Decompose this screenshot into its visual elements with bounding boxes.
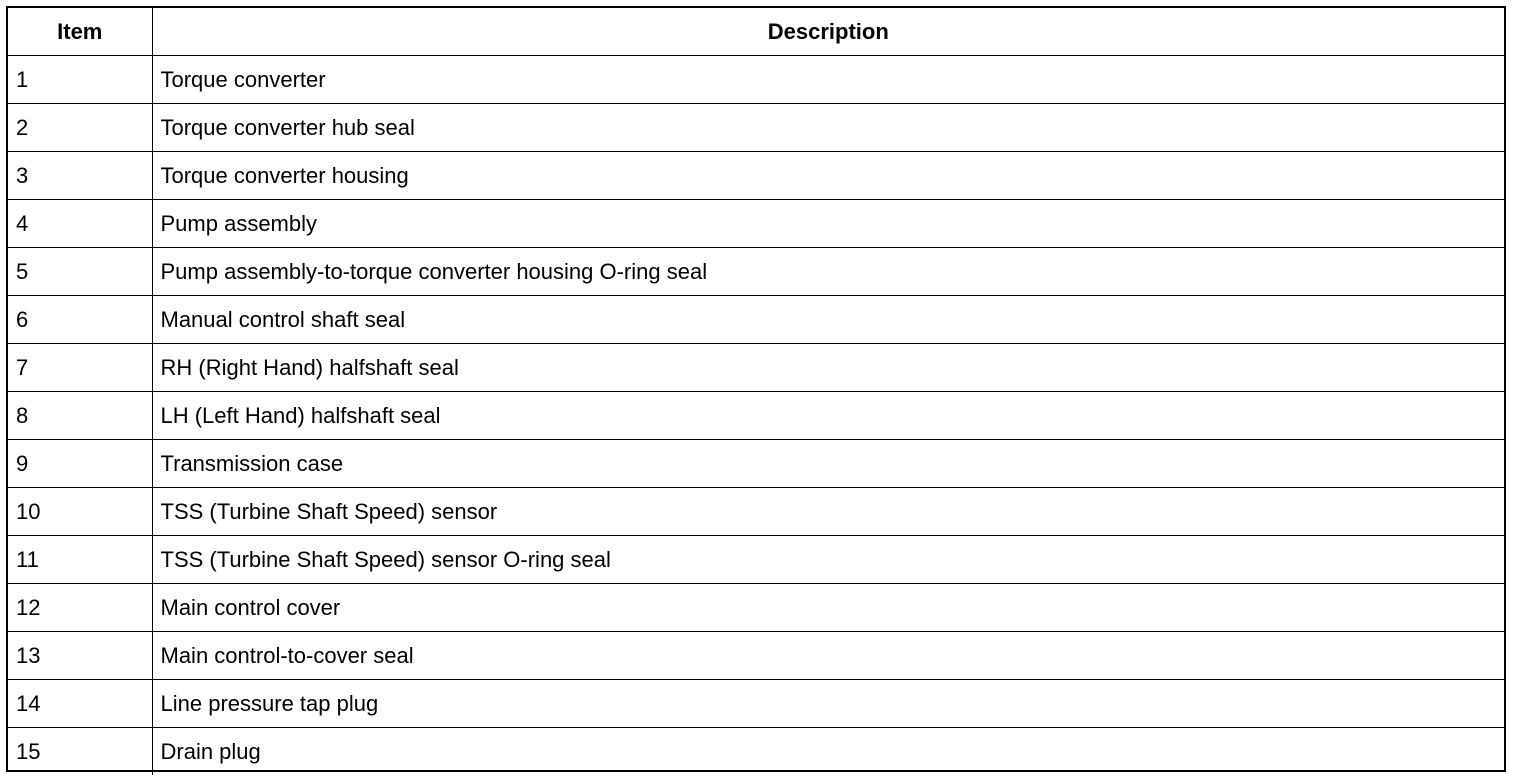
item-number: 15 — [8, 728, 152, 776]
item-description: Transmission case — [152, 440, 1504, 488]
item-number: 2 — [8, 104, 152, 152]
table-row — [8, 296, 1504, 344]
item-number: 12 — [8, 584, 152, 632]
item-description: Main control-to-cover seal — [152, 632, 1504, 680]
table-row — [8, 152, 1504, 200]
table-header-row — [8, 8, 1504, 56]
table-row — [8, 56, 1504, 104]
item-number: 3 — [8, 152, 152, 200]
item-number: 1 — [8, 56, 152, 104]
table-row — [8, 536, 1504, 584]
item-description: Torque converter hub seal — [152, 104, 1504, 152]
item-description: Main control cover — [152, 584, 1504, 632]
parts-table — [8, 8, 1504, 775]
table-row — [8, 344, 1504, 392]
header-description: Description — [152, 8, 1504, 56]
item-number: 11 — [8, 536, 152, 584]
item-number: 13 — [8, 632, 152, 680]
table-row — [8, 248, 1504, 296]
item-description: TSS (Turbine Shaft Speed) sensor — [152, 488, 1504, 536]
item-description: Drain plug — [152, 728, 1504, 776]
table-row — [8, 104, 1504, 152]
item-description: TSS (Turbine Shaft Speed) sensor O-ring seal — [152, 536, 1504, 584]
item-number: 6 — [8, 296, 152, 344]
item-number: 14 — [8, 680, 152, 728]
item-number: 4 — [8, 200, 152, 248]
table-row — [8, 392, 1504, 440]
item-number: 8 — [8, 392, 152, 440]
item-number: 10 — [8, 488, 152, 536]
table-row — [8, 728, 1504, 776]
item-description: Manual control shaft seal — [152, 296, 1504, 344]
item-description: Pump assembly-to-torque converter housing O-ring seal — [152, 248, 1504, 296]
item-number: 9 — [8, 440, 152, 488]
table-row — [8, 440, 1504, 488]
header-item: Item — [8, 8, 152, 56]
table-row — [8, 488, 1504, 536]
item-description: RH (Right Hand) halfshaft seal — [152, 344, 1504, 392]
item-description: Torque converter — [152, 56, 1504, 104]
item-description: Pump assembly — [152, 200, 1504, 248]
table-row — [8, 584, 1504, 632]
table-row — [8, 680, 1504, 728]
parts-table-frame — [6, 6, 1506, 772]
table-row — [8, 632, 1504, 680]
item-number: 7 — [8, 344, 152, 392]
item-description: Torque converter housing — [152, 152, 1504, 200]
item-number: 5 — [8, 248, 152, 296]
item-description: Line pressure tap plug — [152, 680, 1504, 728]
table-row — [8, 200, 1504, 248]
item-description: LH (Left Hand) halfshaft seal — [152, 392, 1504, 440]
